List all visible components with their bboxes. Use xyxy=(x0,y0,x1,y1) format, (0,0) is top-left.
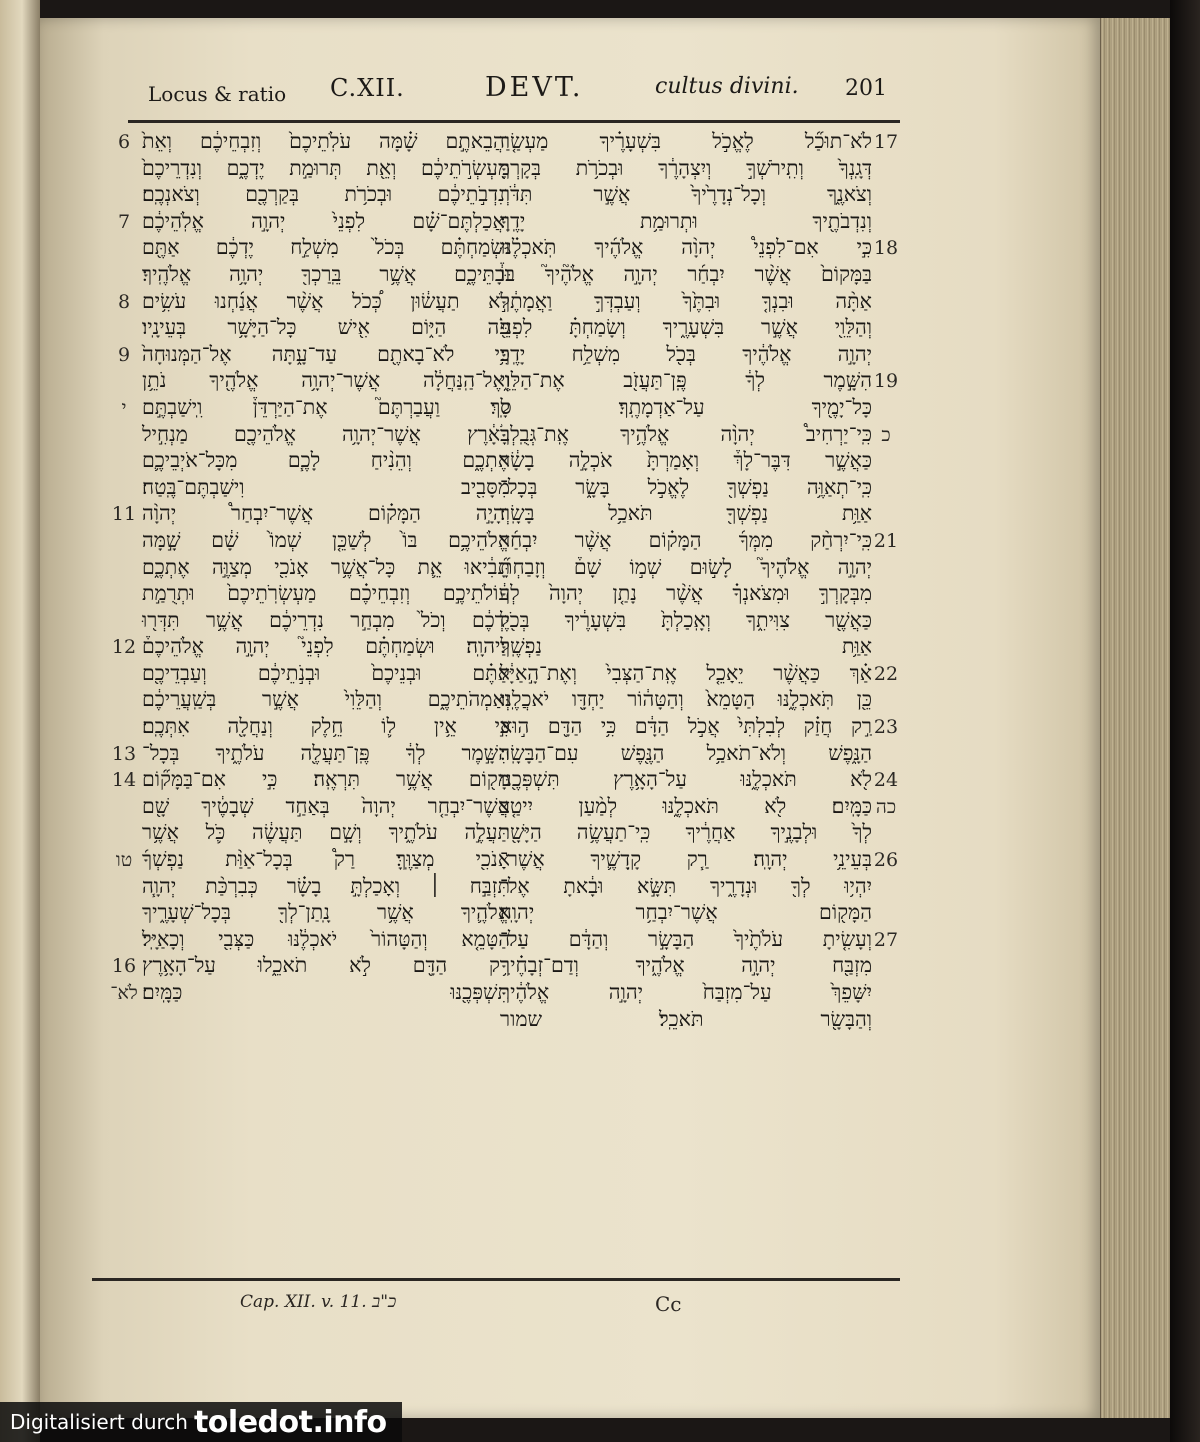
verse-line xyxy=(500,660,900,687)
verse-text: כִּֽי־יַרְחִיב֩ יְהוָ֨ה אֱלֹהֶ֥יךָ אֶֽת־גְּבֻֽלְךָ֮ xyxy=(500,421,872,446)
verse-text: עוֹלֹתֵיכֶ֣ם וְזִבְחֵיכֶ֗ם מַעְשְׂרֹֽתֵיכֶם֙ וּתְרֻמַ֣ת xyxy=(142,581,510,606)
header-right-text: cultus divini. xyxy=(655,74,799,99)
verse-number: לֹא־ xyxy=(110,982,138,1004)
verse-number: 24 xyxy=(873,769,899,792)
verse-text: אָנֹכִ֖י מְצַוֶּֽךָּ׃ רַק֩ בְּכָל־אַוַּ֨ת נַפְשְׁךָ֜ xyxy=(142,847,510,872)
verse-text: אַ֗ךְ כַּאֲשֶׁ֨ר יֵאָכֵ֤ל אֶֽת־הַצְּבִי֙ וְאֶת־הָ֣אַיָּ֔ל xyxy=(500,660,872,685)
verse-text: אֶתְכֶ֑ם וְהֵנִ֨יחַ לָכֶ֧ם מִכָּל־אֹיְבֵיכֶ֛ם xyxy=(142,448,510,473)
signature-mark: Cc xyxy=(655,1292,682,1316)
verse-line xyxy=(110,660,510,687)
verse-line xyxy=(500,846,900,873)
verse-number: 18 xyxy=(873,237,899,260)
verse-text: וְהָיָ֣ה הַמָּק֗וֹם אֲשֶׁר־יִבְחַר֩ יְהוָ֨ה xyxy=(142,501,510,526)
verse-number: 17 xyxy=(873,131,899,153)
verse-text: לֹ֖א תֹּאכְלֶ֑נּוּ עַל־הָאָ֥רֶץ תִּשְׁפְּכֶ֖נּוּ xyxy=(500,767,872,792)
verse-text: כַּאֲשֶׁ֣ר דִּבֶּר־לָךְ֒ וְאָמַרְתָּ֙ אֹכְלָ֣ה בָשָׂ֔ר xyxy=(500,448,872,473)
verse-line xyxy=(110,580,510,607)
verse-line xyxy=(500,819,900,846)
header-book: DEVT. xyxy=(485,72,584,103)
verse-text: לֹא־תוּכַ֞ל לֶאֱכֹ֣ל בִּשְׁעָרֶ֗יךָ מַעְשַׂ֤ר xyxy=(500,129,872,153)
verse-line xyxy=(110,367,510,394)
verse-number: י xyxy=(121,396,127,419)
verse-text: כַּאֲשֶׁ֖ר צִוִּיתִ֑ךָ וְאָֽכַלְתָּ֙ בִּשְׁעָרֶ֔יךָ בְּכֹ֖ל xyxy=(500,607,872,632)
verse-line xyxy=(500,1006,900,1033)
verse-number: 23 xyxy=(873,716,899,739)
verse-line xyxy=(500,607,900,634)
verse-number: 7 xyxy=(117,210,131,233)
verse-text: הַמָּק֖וֹם אֲשֶׁר־יִבְחַ֥ר יְהוָֽה׃ xyxy=(500,900,872,925)
verse-text: הִשָּׁ֣מֶר לְךָ֔ פֶּֽן־תַּעֲזֹ֖ב אֶת־הַלֵּוִ֑י xyxy=(500,368,872,393)
verse-line xyxy=(110,155,510,182)
verse-number: 9 xyxy=(117,343,131,366)
verse-line xyxy=(500,421,900,448)
verse-text: רַ֣ק חֲזַ֗ק לְבִלְתִּי֙ אֲכֹ֣ל הַדָּ֔ם כִּ֥י הַדָּ֖ם ה֣וּא xyxy=(500,714,872,739)
verse-text: מִבְּקָרְךָ֣ וּמִצֹּאנְךָ֗ אֲשֶׁ֨ר נָתַ֤ן יְהוָה֙ לְךָ֔ xyxy=(500,581,872,606)
verse-number: 21 xyxy=(873,529,899,552)
footer-note: Cap. XII. v. 11. כ"ב xyxy=(240,1292,397,1312)
verse-number: 13 xyxy=(111,742,137,765)
verse-line xyxy=(110,394,510,421)
verse-number: 16 xyxy=(111,955,137,978)
verse-line xyxy=(500,527,900,554)
verse-line xyxy=(110,899,510,926)
facing-page-edge xyxy=(0,0,40,1442)
footer-rule xyxy=(92,1278,900,1281)
verse-line xyxy=(500,633,900,660)
verse-text: כִּ֣י אִם־לִפְנֵי֩ יְהוָ֨ה אֱלֹהֶ֜יךָ תֹּֽאכְלֶ֗נּוּ xyxy=(500,235,872,260)
verse-line xyxy=(500,474,900,501)
verse-line xyxy=(500,447,900,474)
verse-text: וְאַמְהֹתֵיכֶ֑ם וְהַלֵּוִי֙ אֲשֶׁ֣ר בְּשַֽׁעֲרֵיכֶ֔ם xyxy=(142,687,510,712)
verse-text: יְהוָ֣ה אֱלֹהֶ֔יךָ בְּכֹ֖ל מִשְׁלַ֥ח יָדֶֽךָ׃ xyxy=(500,341,872,366)
verse-line xyxy=(110,474,510,501)
left-text-column xyxy=(110,128,510,1006)
book-cover xyxy=(1170,0,1200,1442)
verse-text: תִּזְבַּ֣ח ׀ וְאָכַלְתָּ֣ בָשָׂ֗ר כְּבִרְכַּ֨ת יְהוָ֧ה xyxy=(142,873,510,898)
verse-line xyxy=(500,899,900,926)
verse-line xyxy=(110,686,510,713)
verse-line xyxy=(500,713,900,740)
verse-line xyxy=(110,421,510,448)
verse-text: יְהוָ֣ה אֱלֹהֶיךָ֮ לָשׂ֣וּם שְׁמ֣וֹ שָׁם֒ וְזָבַחְתָּ֞ xyxy=(500,554,872,579)
verse-line xyxy=(110,607,510,634)
verse-line xyxy=(500,793,900,820)
verse-number: כ xyxy=(881,423,891,446)
verse-text: כִּֽי־תְאַוֶּ֥ה נַפְשְׁךָ֖ לֶאֱכֹ֣ל בָּשָׂ֑ר בְּכָל־ xyxy=(500,474,872,499)
verse-number: 12 xyxy=(111,636,137,659)
verse-text: יֶדְכֶ֔ם וְכֹל֙ מִבְחַ֣ר נִדְרֵיכֶ֔ם אֲשֶׁ֥ר תִּדְּר֖וּ xyxy=(142,607,510,632)
header-rule xyxy=(128,120,900,123)
verse-text: אֱלֹהֶ֛יךָ אֲשֶׁ֥ר נָֽתַן־לְךָ֖ בְּכָל־שְׁעָרֶ֑יךָ xyxy=(142,900,510,925)
verse-text: לֹ֣א תַעֲשׂ֔וּן כְּ֠כֹל אֲשֶׁ֨ר אֲנַ֜חְנוּ עֹשִׂ֥ים xyxy=(142,288,510,313)
verse-text: אַוַּ֥ת נַפְשְׁךָ֖ תֹּאכַ֥ל בָּשָֽׂר׃ xyxy=(500,501,872,526)
verse-line xyxy=(110,128,510,155)
page-edges xyxy=(1100,18,1171,1418)
verse-text: תָבִ֔יאוּ אֵ֛ת כָּל־אֲשֶׁ֥ר אָנֹכִ֖י מְצַוֶּ֣ה אֶתְכֶ֑ם xyxy=(142,554,510,579)
verse-line xyxy=(110,341,510,368)
header-chapter: C.XII. xyxy=(330,74,405,102)
verse-line xyxy=(110,554,510,581)
verse-line xyxy=(110,447,510,474)
verse-line xyxy=(500,926,900,953)
verse-text: וּבָתֵּיכֶ֑ם אֲשֶׁ֥ר בֵּֽרַכְךָ֖ יְהוָ֥ה אֱלֹהֶֽיךָ׃ xyxy=(142,261,510,286)
verse-line xyxy=(500,261,900,288)
verse-line xyxy=(110,181,510,208)
verse-line xyxy=(110,713,510,740)
verse-line xyxy=(500,234,900,261)
verse-text: מָק֖וֹם אֲשֶׁ֥ר תִּרְאֶֽה׃ כִּ֣י אִם־בַּמָּק֞וֹם xyxy=(142,767,510,792)
verse-line xyxy=(110,500,510,527)
verse-number: 22 xyxy=(873,662,899,685)
verse-text: לְךָ֙ וּלְבָנֶ֣יךָ אַחֲרֶ֔יךָ כִּֽי־תַעֲשֶׂ֥ה הַיָּשָׁ֖ר xyxy=(500,820,872,845)
verse-line xyxy=(110,873,510,900)
verse-text: לָֽךְ׃ וַעֲבַרְתֶּם֮ אֶת־הַיַּרְדֵּן֒ וִֽישַׁבְתֶּ֣ם xyxy=(142,394,510,419)
verse-number: טו xyxy=(115,849,133,872)
verse-line xyxy=(500,314,900,341)
watermark-site: toledot.info xyxy=(193,1404,387,1440)
verse-text: וְנִדְבֹתֶ֖יךָ וּתְרוּמַ֥ת יָדֶֽךָ׃ xyxy=(500,208,872,233)
verse-text: וְעָשִׂ֤יתָ עֹלֹתֶ֙יךָ֙ הַבָּשָׂ֣ר וְהַדָּ֔ם עַל־ xyxy=(500,926,872,951)
verse-line xyxy=(500,128,900,155)
verse-number: 11 xyxy=(111,503,137,526)
watermark-banner xyxy=(0,1402,402,1442)
verse-line xyxy=(110,261,510,288)
verse-text: יִהְי֥וּ לְךָ֖ וּנְדָרֶ֑יךָ תִּשָּׂ֣א וּבָ֔אתָ אֶל־ xyxy=(500,873,872,898)
verse-text: אַתָּ֨ה וּבִנְךָ֤ וּבִתֶּ֙ךָ֙ וְעַבְדְּךָ֣ וַאֲמָתֶ֔ךָ xyxy=(500,288,872,313)
verse-line xyxy=(110,740,510,767)
right-text-column xyxy=(500,128,900,1032)
verse-text: וְהַלֵּוִ֖י אֲשֶׁ֣ר בִּשְׁעָרֶ֑יךָ וְשָׂמַחְתָּ֗ לִפְנֵי֙ xyxy=(500,315,872,340)
verse-text: כֵּ֖ן תֹּֽאכְלֶ֑נּוּ הַטָּמֵא֙ וְהַטָּה֔וֹר יַחְדָּ֖ו יֹאכֲלֶֽנּוּ׃ xyxy=(500,687,872,712)
verse-text: וַהֲבֵאתֶ֣ם שָׁ֗מָּה עֹלֹֽתֵיכֶם֙ וְזִבְחֵיכֶ֔ם וְאֵת֙ xyxy=(142,129,510,153)
verse-line xyxy=(500,500,900,527)
verse-number: 6 xyxy=(117,131,131,153)
verse-text: בַּמָּקוֹם֙ אֲשֶׁ֨ר יִבְחַ֜ר יְהוָ֣ה אֱלֹהֶ֘יךָ֮ בּוֹ֒ xyxy=(500,261,872,286)
verse-line xyxy=(110,926,510,953)
header-left-text: Locus & ratio xyxy=(148,82,287,106)
verse-text: דְּגָֽנְךָ֙ וְתִֽירֹשְׁךָ֣ וְיִצְהָרֶ֔ךָ וּבְכֹרֹ֥ת בְּקָרְךָ֖ xyxy=(500,155,872,180)
verse-line xyxy=(110,952,510,979)
verse-line xyxy=(110,979,510,1006)
verse-line xyxy=(500,181,900,208)
verse-text: הִשָּׁ֣מֶר לְךָ֔ פֶּֽן־תַּעֲלֶ֖ה עֹלֹתֶ֑יךָ בְּכָל־ xyxy=(142,740,510,765)
verse-number: כה xyxy=(875,795,897,818)
verse-line xyxy=(500,155,900,182)
verse-text: הַטָּמֵ֤א וְהַטָּהוֹר֙ יֹאכְלֶ֔נּוּ כַּצְּבִ֖י וְכָאַיָּֽל׃ xyxy=(142,926,510,951)
verse-text: מִזְבַּ֖ח יְהוָ֣ה אֱלֹהֶ֑יךָ וְדַם־זְבָחֶ֗יךָ xyxy=(500,953,872,978)
verse-text: וְנִדְבֹ֣תֵיכֶ֔ם וּבְכֹרֹ֥ת בְּקַרְכֶ֖ם וְצֹאנְכֶֽם׃ xyxy=(142,182,510,207)
verse-line xyxy=(500,341,900,368)
verse-text: אֲשֶׁר־יִבְחַ֤ר יְהוָה֙ בְּאַחַ֣ד שְׁבָטֶ֔יךָ שָׁ֖ם xyxy=(142,793,510,818)
verse-line xyxy=(500,740,900,767)
verse-text: כַּמָּֽיִם׃ לֹ֖א תֹּאכְלֶ֑נּוּ לְמַ֨עַן יִיטַ֤ב xyxy=(500,793,872,818)
verse-text: כִּ֣י אֵ֥ין ל֛וֹ חֵ֥לֶק וְנַחֲלָ֖ה אִתְּכֶֽם׃ xyxy=(142,714,510,739)
verse-number: 19 xyxy=(873,370,899,393)
verse-text: כָּל־יָמֶ֖יךָ עַל־אַדְמָתֶֽךָ׃ ס xyxy=(500,394,872,419)
running-header xyxy=(100,58,900,106)
verse-text: תִּשְׁפְּכֶ֖נּוּ כַּמָּֽיִם׃ xyxy=(142,980,510,1004)
verse-line xyxy=(500,873,900,900)
verse-text: רַ֥ק הַדָּ֖ם לֹ֣א תֹאכֵ֑לוּ עַל־הָאָ֥רֶץ xyxy=(142,953,510,978)
verse-line xyxy=(500,554,900,581)
verse-text: פֹּ֖ה הַיּ֑וֹם אִ֖ישׁ כָּל־הַיָּשָׁ֥ר בְּעֵינָֽיו׃ xyxy=(142,315,510,340)
verse-text: וַאֲכַלְתֶּם־שָׁ֗ם לִפְנֵי֙ יְהוָ֣ה אֱלֹֽהֵיכֶ֔ם xyxy=(142,208,510,233)
verse-line xyxy=(500,288,900,315)
verse-text: מַעְשְׂרֹ֣תֵיכֶ֔ם וְאֵ֖ת תְּרוּמַ֣ת יֶדְכֶ֑ם וְנִדְרֵיכֶם֙ xyxy=(142,155,510,180)
verse-number: 26 xyxy=(873,849,899,872)
verse-text: אַוַּ֥ת נַפְשֶֽׁךָ׃ xyxy=(500,634,872,659)
verse-line xyxy=(500,979,900,1006)
verse-line xyxy=(110,208,510,235)
verse-text: לַיהוָֽה׃ וּשְׂמַחְתֶּ֗ם לִפְנֵי֮ יְהוָ֣ה אֱלֹהֵיכֶם֒ xyxy=(142,634,510,659)
verse-text: בְּעֵינֵ֥י יְהוָֽה׃ רַ֧ק קָֽדָשֶׁ֛יךָ אֲשֶׁר־ xyxy=(500,847,872,872)
verse-text: וְהַבָּשָׂ֖ר תֹּאכֵֽל׃ שמור xyxy=(500,1006,872,1031)
verse-line xyxy=(110,793,510,820)
verse-line xyxy=(110,846,510,873)
page-number: 201 xyxy=(845,76,887,101)
verse-line xyxy=(110,819,510,846)
verse-text: אַתֶּ֗ם וּבְנֵיכֶם֙ וּבְנֹ֣תֵיכֶ֔ם וְעַבְדֵיכֶ֖ם xyxy=(142,660,510,685)
verse-line xyxy=(110,766,510,793)
verse-text: מִסָּבִ֖יב וִישַׁבְתֶּם־בֶּֽטַח׃ xyxy=(142,474,510,499)
verse-text: תַּעֲלֶ֣ה עֹלֹתֶ֑יךָ וְשָׁ֣ם תַּעֲשֶׂ֔ה כֹּ֛ל אֲשֶׁ֥ר xyxy=(142,820,510,845)
verse-line xyxy=(500,208,900,235)
verse-line xyxy=(110,234,510,261)
verse-text: אֱלֹהֵיכֶ֥ם בּוֹ֙ לְשַׁכֵּ֤ן שְׁמוֹ֙ שָׁ֔ם שָׁ֣מָּה xyxy=(142,527,510,552)
verse-text: יִשָּׁפֵךְ֙ עַל־מִזְבַּח֙ יְהוָ֣ה אֱלֹהֶ֔יךָ xyxy=(500,980,872,1004)
verse-text: כִּֽי־יִרְחַ֨ק מִמְּךָ֜ הַמָּק֗וֹם אֲשֶׁ֨ר יִבְחַ֜ר xyxy=(500,527,872,552)
verse-text: בָּאָ֔רֶץ אֲשֶׁר־יְהוָ֥ה אֱלֹהֵיכֶ֖ם מַנְחִ֣יל xyxy=(142,421,510,446)
verse-line xyxy=(500,686,900,713)
verse-text: וְאֶל־הַֽנַּחֲלָ֔ה אֲשֶׁר־יְהוָ֥ה אֱלֹהֶ֖יךָ נֹתֵ֥ן xyxy=(142,368,510,393)
verse-line xyxy=(500,394,900,421)
verse-line xyxy=(500,952,900,979)
verse-line xyxy=(110,314,510,341)
watermark-prefix: Digitalisiert durch xyxy=(10,1410,188,1434)
verse-number: 27 xyxy=(873,928,899,951)
verse-text: כִּ֥י לֹא־בָאתֶ֖ם עַד־עָ֑תָּה אֶל־הַמְּנוּחָה֙ xyxy=(142,341,510,366)
verse-line xyxy=(110,288,510,315)
verse-text: הַנָּ֑פֶשׁ וְלֹא־תֹאכַ֥ל הַנֶּ֖פֶשׁ עִם־הַבָּשָֽׂר׃ xyxy=(500,740,872,765)
verse-line xyxy=(500,367,900,394)
verse-number: 8 xyxy=(117,290,131,313)
verse-text: וְצֹאנֶ֑ךָ וְכָל־נְדָרֶ֙יךָ֙ אֲשֶׁ֣ר תִּדֹּ֔ר xyxy=(500,182,872,207)
verse-line xyxy=(110,633,510,660)
verse-line xyxy=(500,766,900,793)
verse-text: וּשְׂמַחְתֶּ֗ם בְּכֹל֙ מִשְׁלַ֣ח יֶדְכֶ֔ם אַתֶּ֖ם xyxy=(142,235,510,260)
verse-number: 14 xyxy=(111,769,137,792)
verse-line xyxy=(500,580,900,607)
verse-line xyxy=(110,527,510,554)
